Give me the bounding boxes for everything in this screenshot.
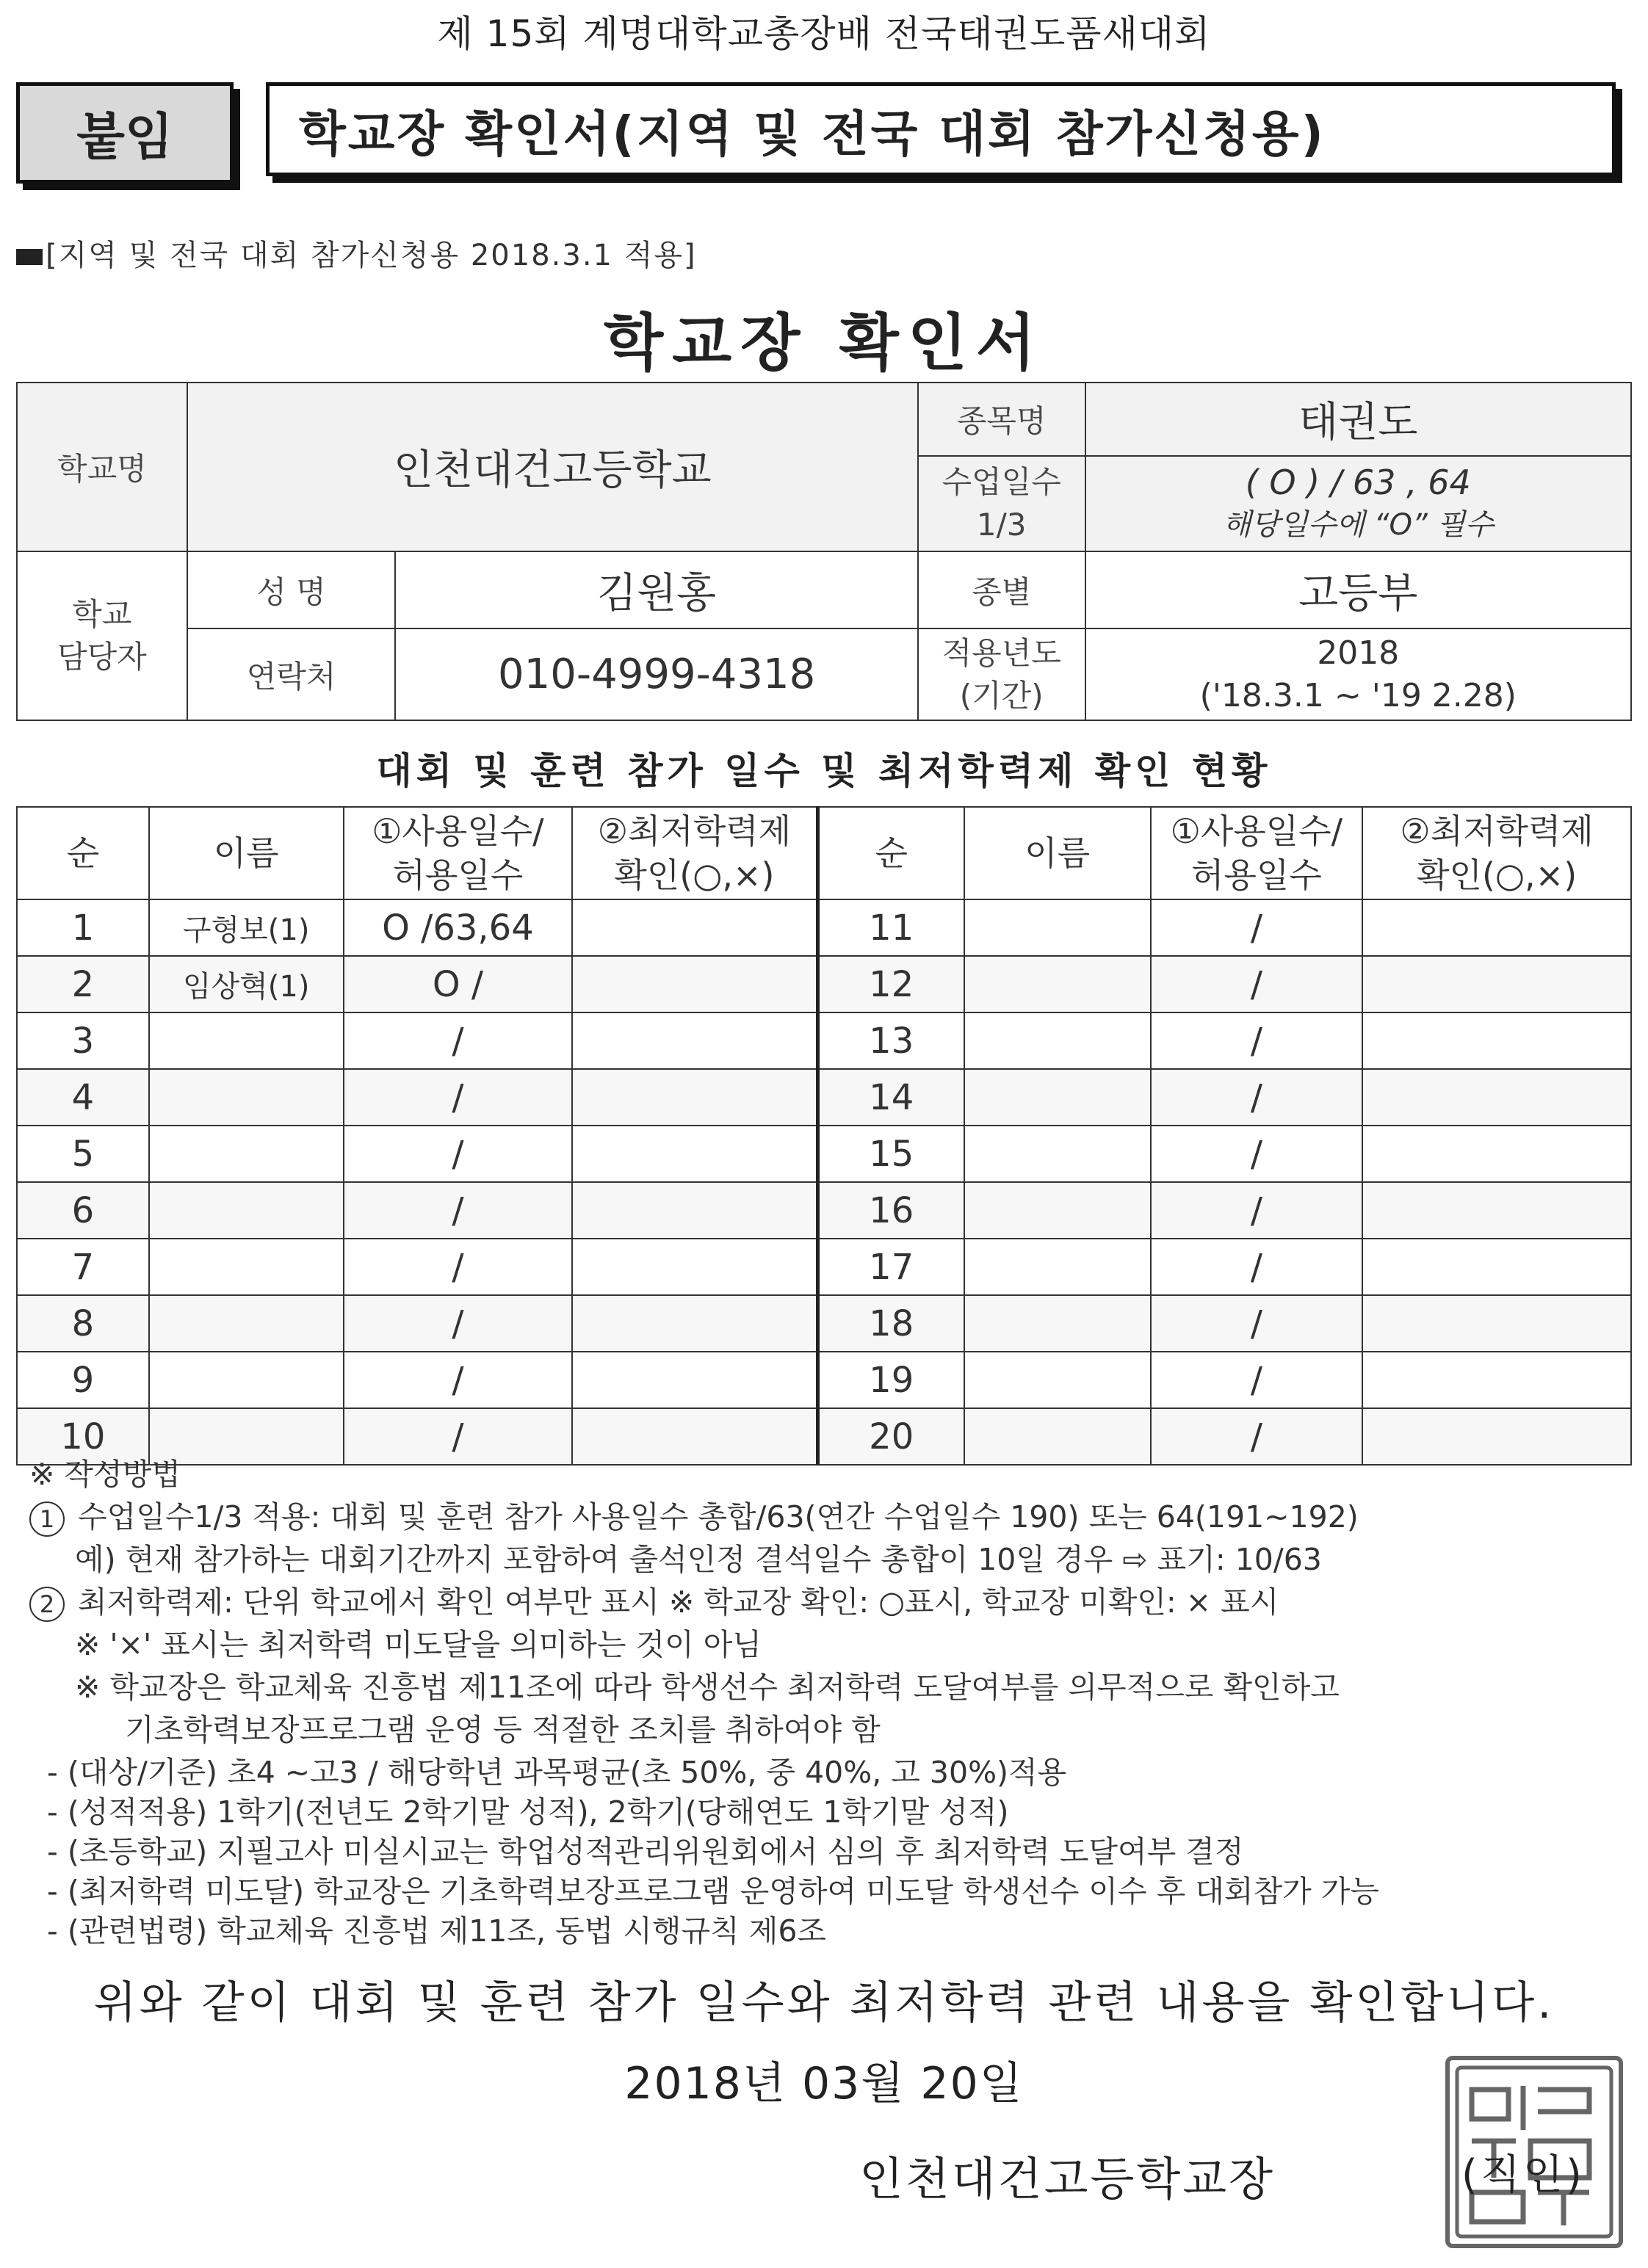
document-title: 학교장 확인서 <box>603 307 1045 379</box>
row-number: 20 <box>817 1408 964 1465</box>
row-number: 10 <box>17 1408 149 1465</box>
days-used: / <box>344 1012 573 1069</box>
academic-check <box>572 1352 817 1408</box>
note-2-text: 최저학력제: 단위 학교에서 확인 여부만 표시 ※ 학교장 확인: ○표시, 학교장 미확인: × 표시 <box>78 1584 1279 1620</box>
academic-check <box>1362 1126 1631 1182</box>
academic-check <box>572 1069 817 1126</box>
days-used: / <box>344 1069 573 1126</box>
row-number: 13 <box>817 1012 964 1069</box>
class-days-label-line1: 수업일수 <box>942 464 1061 500</box>
days-used: / <box>1151 1295 1363 1352</box>
row-number: 19 <box>817 1352 964 1408</box>
year-label-line2: (기간) <box>959 677 1044 714</box>
form-version-note <box>16 232 697 274</box>
table-row <box>17 1408 1631 1465</box>
academic-check <box>1362 1295 1631 1352</box>
contact-label <box>17 551 187 720</box>
detail-1: - (대상/기준) 초4 ~고3 / 해당학년 과목평균(초 50%, 중 40%, 고 30%)적용 <box>47 1755 1067 1790</box>
table-row <box>17 1295 1631 1352</box>
note-1-text: 수업일수1/3 적용: 대회 및 훈련 참가 사용일수 총합/63(연간 수업일수 190) 또는 64(191~192) <box>78 1499 1359 1535</box>
row-number: 17 <box>817 1239 964 1295</box>
contact-label-line1: 학교 <box>72 596 132 632</box>
days-used: / <box>344 1182 573 1239</box>
principal-signature-line: 인천대건고등학교장 <box>859 2152 1276 2206</box>
col-days-left-line1: ①사용일수/ <box>372 811 544 851</box>
athlete-name <box>964 1239 1151 1295</box>
year-label-line1: 적용년도 <box>942 634 1061 671</box>
days-used: / <box>1151 899 1363 956</box>
row-number: 12 <box>817 956 964 1012</box>
athlete-name <box>149 1295 344 1352</box>
days-used: / <box>344 1408 573 1465</box>
table-row <box>17 1239 1631 1295</box>
row-number: 4 <box>17 1069 149 1126</box>
col-check-left-line2: 확인(○,×) <box>614 855 775 895</box>
participation-table <box>16 806 1632 1465</box>
col-days-right <box>1151 807 1363 899</box>
academic-check <box>1362 1239 1631 1295</box>
academic-check <box>1362 956 1631 1012</box>
academic-check <box>1362 1408 1631 1465</box>
note-1 <box>29 1493 1359 1537</box>
table-row <box>17 1352 1631 1408</box>
academic-check <box>572 1182 817 1239</box>
academic-check <box>1362 1069 1631 1126</box>
school-name-label: 학교명 <box>17 383 187 551</box>
athlete-name <box>149 1069 344 1126</box>
table-row <box>17 1069 1631 1126</box>
col-no-right: 순 <box>817 807 964 899</box>
class-days-value <box>1085 456 1631 551</box>
category-label: 종별 <box>918 551 1085 628</box>
col-check-right <box>1362 807 1631 899</box>
athlete-name <box>964 1408 1151 1465</box>
year-value <box>1085 628 1631 720</box>
square-bullet-icon <box>16 249 43 265</box>
days-used: / <box>1151 1239 1363 1295</box>
athlete-name <box>964 1069 1151 1126</box>
competition-title: 제 15회 계명대학교총장배 전국태권도품새대회 <box>437 12 1211 55</box>
table-row <box>17 1126 1631 1182</box>
days-used: / <box>1151 1069 1363 1126</box>
academic-check <box>1362 1182 1631 1239</box>
athlete-name <box>964 1352 1151 1408</box>
class-days-label <box>918 456 1085 551</box>
academic-check <box>572 1239 817 1295</box>
detail-2: - (성적적용) 1학기(전년도 2학기말 성적), 2학기(당해연도 1학기말 성적) <box>47 1794 1009 1830</box>
days-used: / <box>1151 1352 1363 1408</box>
col-days-right-line1: ①사용일수/ <box>1170 811 1343 851</box>
phone-value: 010-4999-4318 <box>395 628 917 720</box>
athlete-name <box>964 899 1151 956</box>
section-title: 대회 및 훈련 참가 일수 및 최저학력제 확인 현황 <box>376 750 1272 792</box>
note-4-cont: 기초학력보장프로그램 운영 등 적절한 조치를 취하여야 함 <box>125 1712 881 1747</box>
athlete-name <box>149 1182 344 1239</box>
person-name-label: 성 명 <box>187 551 396 628</box>
row-number: 3 <box>17 1012 149 1069</box>
signing-date: 2018년 03월 20일 <box>624 2058 1024 2109</box>
days-used: / <box>1151 956 1363 1012</box>
col-no-left: 순 <box>17 807 149 899</box>
row-number: 15 <box>817 1126 964 1182</box>
row-number: 5 <box>17 1126 149 1182</box>
days-used: / <box>1151 1182 1363 1239</box>
school-name-value: 인천대건고등학교 <box>187 383 918 551</box>
form-version-text: [지역 및 전국 대회 참가신청용 2018.3.1 적용] <box>46 239 697 272</box>
athlete-name <box>149 1239 344 1295</box>
days-used: / <box>344 1126 573 1182</box>
athlete-name <box>964 1012 1151 1069</box>
days-used: / <box>344 1352 573 1408</box>
athlete-name: 임상혁(1) <box>149 956 344 1012</box>
academic-check <box>572 1295 817 1352</box>
days-used: O / <box>344 956 573 1012</box>
academic-check <box>1362 899 1631 956</box>
days-used: / <box>1151 1408 1363 1465</box>
detail-3: - (초등학교) 지필고사 미실시교는 학업성적관리위원회에서 심의 후 최저학력 도달여부 결정 <box>47 1834 1244 1869</box>
class-days-label-line2: 1/3 <box>976 507 1027 543</box>
row-number: 18 <box>817 1295 964 1352</box>
phone-label: 연락처 <box>187 628 396 720</box>
academic-check <box>572 956 817 1012</box>
academic-check <box>572 1012 817 1069</box>
class-days-fraction: ( O ) / 63 , 64 <box>1245 463 1471 502</box>
row-number: 9 <box>17 1352 149 1408</box>
row-number: 7 <box>17 1239 149 1295</box>
seal-label: (직인) <box>1461 2151 1585 2199</box>
athlete-name <box>964 1126 1151 1182</box>
category-value: 고등부 <box>1085 551 1631 628</box>
document-heading: 학교장 확인서(지역 및 전국 대회 참가신청용) <box>266 82 1616 176</box>
col-name-left: 이름 <box>149 807 344 899</box>
academic-check <box>1362 1012 1631 1069</box>
note-4: ※ 학교장은 학교체육 진흥법 제11조에 따라 학생선수 최저학력 도달여부를 의무적으로 확인하고 <box>75 1670 1340 1705</box>
year-number: 2018 <box>1317 634 1400 672</box>
table-row <box>17 1182 1631 1239</box>
col-days-left-line2: 허용일수 <box>392 855 524 895</box>
days-used: / <box>1151 1126 1363 1182</box>
school-info-table <box>16 382 1632 721</box>
person-name-value: 김원홍 <box>395 551 917 628</box>
note-3: ※ '×' 표시는 최저학력 미도달을 의미하는 것이 아님 <box>75 1627 762 1662</box>
col-check-right-line1: ②최저학력제 <box>1400 811 1594 851</box>
days-used: O /63,64 <box>344 899 573 956</box>
col-check-left-line1: ②최저학력제 <box>597 811 792 851</box>
athlete-name <box>964 956 1151 1012</box>
days-used: / <box>344 1239 573 1295</box>
academic-check <box>572 1408 817 1465</box>
detail-5: - (관련법령) 학교체육 진흥법 제11조, 동법 시행규칙 제6조 <box>47 1913 827 1949</box>
circled-2-icon: 2 <box>29 1587 65 1622</box>
academic-check <box>1362 1352 1631 1408</box>
days-used: / <box>344 1295 573 1352</box>
athlete-name <box>149 1012 344 1069</box>
days-used: / <box>1151 1012 1363 1069</box>
row-number: 14 <box>817 1069 964 1126</box>
athlete-name: 구형보(1) <box>149 899 344 956</box>
year-period: ('18.3.1 ~ '19 2.28) <box>1199 676 1517 714</box>
col-check-left <box>572 807 817 899</box>
row-number: 2 <box>17 956 149 1012</box>
academic-check <box>572 899 817 956</box>
row-number: 11 <box>817 899 964 956</box>
confirmation-statement: 위와 같이 대회 및 훈련 참가 일수와 최저학력 관련 내용을 확인합니다. <box>93 1977 1555 2029</box>
event-label: 종목명 <box>918 383 1085 456</box>
athlete-name <box>149 1126 344 1182</box>
attachment-tag: 붙임 <box>16 82 234 184</box>
instructions-heading: ※ 작성방법 <box>29 1457 181 1492</box>
academic-check <box>572 1126 817 1182</box>
note-2 <box>29 1578 1279 1622</box>
row-number: 6 <box>17 1182 149 1239</box>
table-row <box>17 899 1631 956</box>
col-days-right-line2: 허용일수 <box>1191 855 1322 895</box>
row-number: 16 <box>817 1182 964 1239</box>
table-row <box>17 956 1631 1012</box>
row-number: 8 <box>17 1295 149 1352</box>
athlete-name <box>964 1295 1151 1352</box>
event-value: 태권도 <box>1085 383 1631 456</box>
col-days-left <box>344 807 573 899</box>
detail-4: - (최저학력 미도달) 학교장은 기초학력보장프로그램 운영하여 미도달 학생선수 이수 후 대회참가 가능 <box>47 1874 1379 1909</box>
circled-1-icon: 1 <box>29 1501 65 1537</box>
col-check-right-line2: 확인(○,×) <box>1417 855 1577 895</box>
note-1-example: 예) 현재 참가하는 대회기간까지 포함하여 출석인정 결석일수 총합이 10일 경우 ⇨ 표기: 10/63 <box>75 1542 1322 1577</box>
col-name-right: 이름 <box>964 807 1151 899</box>
athlete-name <box>149 1352 344 1408</box>
contact-label-line2: 담당자 <box>57 639 147 675</box>
row-number: 1 <box>17 899 149 956</box>
athlete-name <box>964 1182 1151 1239</box>
year-label <box>918 628 1085 720</box>
class-days-note: 해당일수에 “O” 필수 <box>1222 508 1494 542</box>
table-row <box>17 1012 1631 1069</box>
